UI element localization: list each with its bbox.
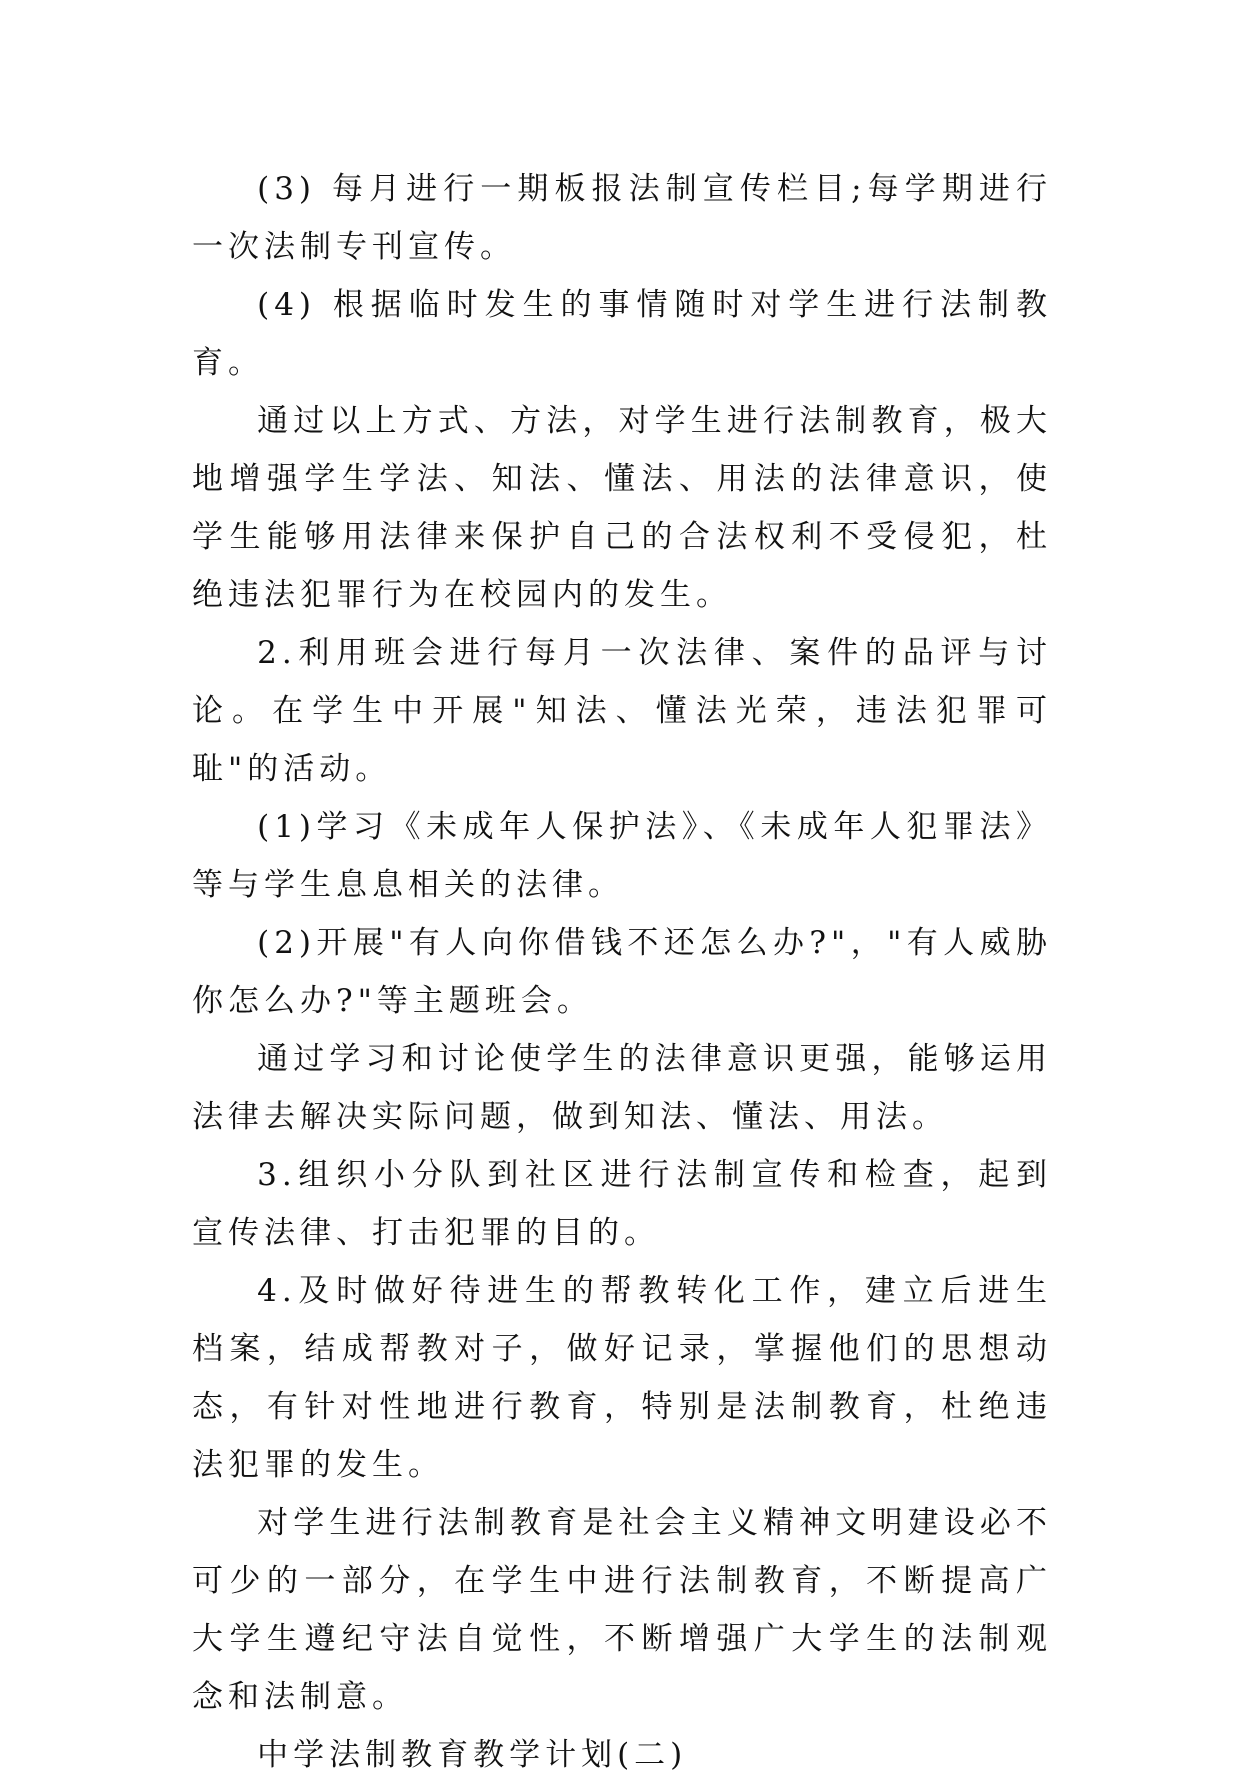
document-body bbox=[192, 160, 1052, 1784]
paragraph: 对学生进行法制教育是社会主义精神文明建设必不可少的一部分，在学生中进行法制教育，不断提高广大学生遵纪守法自觉性，不断增强广大学生的法制观念和法制意。 bbox=[192, 1505, 1052, 1715]
paragraph: 通过学习和讨论使学生的法律意识更强，能够运用法律去解决实际问题，做到知法、懂法、用法。 bbox=[192, 1041, 1052, 1135]
paragraph: 4.及时做好待进生的帮教转化工作，建立后进生档案，结成帮教对子，做好记录，掌握他们的思想动态，有针对性地进行教育，特别是法制教育，杜绝违法犯罪的发生。 bbox=[192, 1273, 1052, 1483]
section-heading: 中学法制教育教学计划(二) bbox=[257, 1737, 688, 1773]
paragraph: (3) 每月进行一期板报法制宣传栏目;每学期进行一次法制专刊宣传。 bbox=[192, 171, 1052, 265]
paragraph: 通过以上方式、方法，对学生进行法制教育，极大地增强学生学法、知法、懂法、用法的法律意识，使学生能够用法律来保护自己的合法权利不受侵犯，杜绝违法犯罪行为在校园内的发生。 bbox=[192, 403, 1052, 613]
paragraph: (1)学习《未成年人保护法》、《未成年人犯罪法》等与学生息息相关的法律。 bbox=[192, 809, 1052, 903]
paragraph: 2.利用班会进行每月一次法律、案件的品评与讨论。在学生中开展"知法、懂法光荣，违法犯罪可耻"的活动。 bbox=[192, 635, 1052, 787]
paragraph: (4) 根据临时发生的事情随时对学生进行法制教育。 bbox=[192, 287, 1052, 381]
paragraph: 3.组织小分队到社区进行法制宣传和检查，起到宣传法律、打击犯罪的目的。 bbox=[192, 1157, 1052, 1251]
paragraph: (2)开展"有人向你借钱不还怎么办?"，"有人威胁你怎么办?"等主题班会。 bbox=[192, 925, 1052, 1019]
